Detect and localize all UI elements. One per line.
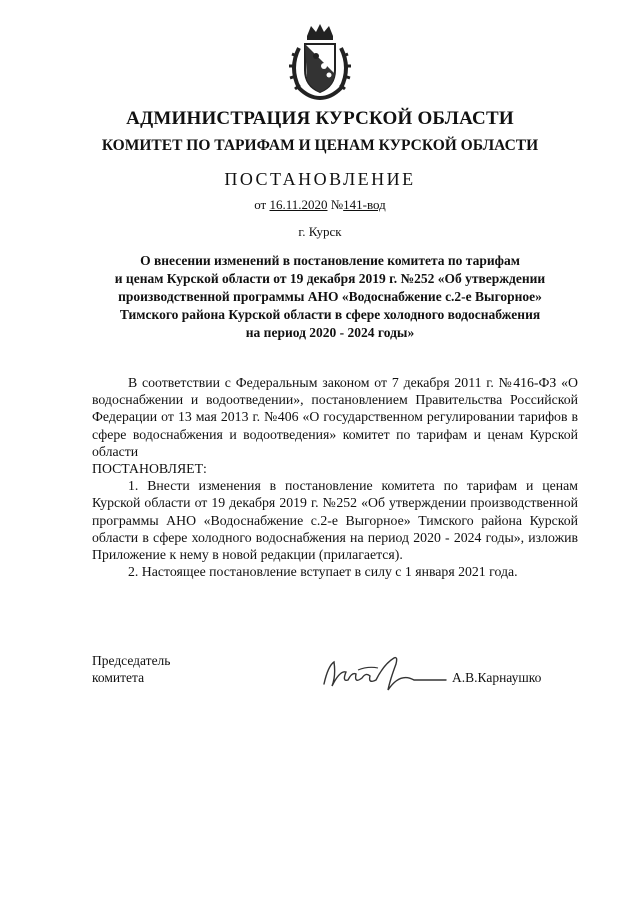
- decree-word: ПОСТАНОВЛЯЕТ:: [92, 461, 207, 477]
- title-line: Тимского района Курской области в сфере холодного водоснабжения: [119, 307, 541, 322]
- title-line: производственной программы АНО «Водоснабжение с.2-е Выгорное»: [118, 289, 542, 304]
- handwritten-signature-icon: [318, 650, 448, 695]
- item-1-paragraph: 1. Внести изменения в постановление комитета по тарифам и ценам Курской области от 19 декабря 2019 г. №252 «Об утверждении производственной программы АНО «Водоснабжение с.2-е Выгорное» Тимского района Курской области в сфере холодного водоснабжения на период 2020 - 2024 годы», изложив Приложение к нему в новой редакции (прилагается).: [92, 478, 578, 563]
- date-prefix: от: [254, 197, 267, 212]
- document-date: 16.11.2020: [269, 197, 328, 212]
- signatory-position: [92, 652, 170, 686]
- position-line: комитета: [92, 670, 145, 685]
- document-title: [80, 252, 580, 342]
- committee-name: КОМИТЕТ ПО ТАРИФАМ И ЦЕНАМ КУРСКОЙ ОБЛАСТИ: [101, 137, 539, 154]
- document-number: 141-вод: [343, 197, 386, 212]
- coat-of-arms-icon: [285, 22, 355, 100]
- document-type: ПОСТАНОВЛЕНИЕ: [224, 169, 416, 189]
- preamble-paragraph: В соответствии с Федеральным законом от 7 декабря 2011 г. №416-ФЗ «О водоснабжении и водоотведении», постановлением Правительства Российской Федерации от 13 мая 2013 г. №406 «О государственном регулировании тарифов в сфере водоснабжения и водоотведения» комитет по тарифам и ценам Курской области: [92, 375, 578, 459]
- position-line: Председатель: [92, 653, 171, 668]
- document-city: г. Курск: [298, 224, 342, 239]
- title-line: и ценам Курской области от 19 декабря 2019 г. №252 «Об утверждении: [114, 271, 546, 286]
- number-prefix: №: [330, 197, 344, 212]
- signatory-name: А.В.Карнаушко: [452, 670, 542, 685]
- title-line: на период 2020 - 2024 годы»: [245, 325, 415, 340]
- document-body: [92, 374, 578, 580]
- item-2-paragraph: 2. Настоящее постановление вступает в силу с 1 января 2021 года.: [128, 564, 518, 580]
- title-line: О внесении изменений в постановление комитета по тарифам: [140, 253, 520, 268]
- document-date-number: [0, 197, 640, 213]
- organization-name: АДМИНИСТРАЦИЯ КУРСКОЙ ОБЛАСТИ: [126, 108, 514, 129]
